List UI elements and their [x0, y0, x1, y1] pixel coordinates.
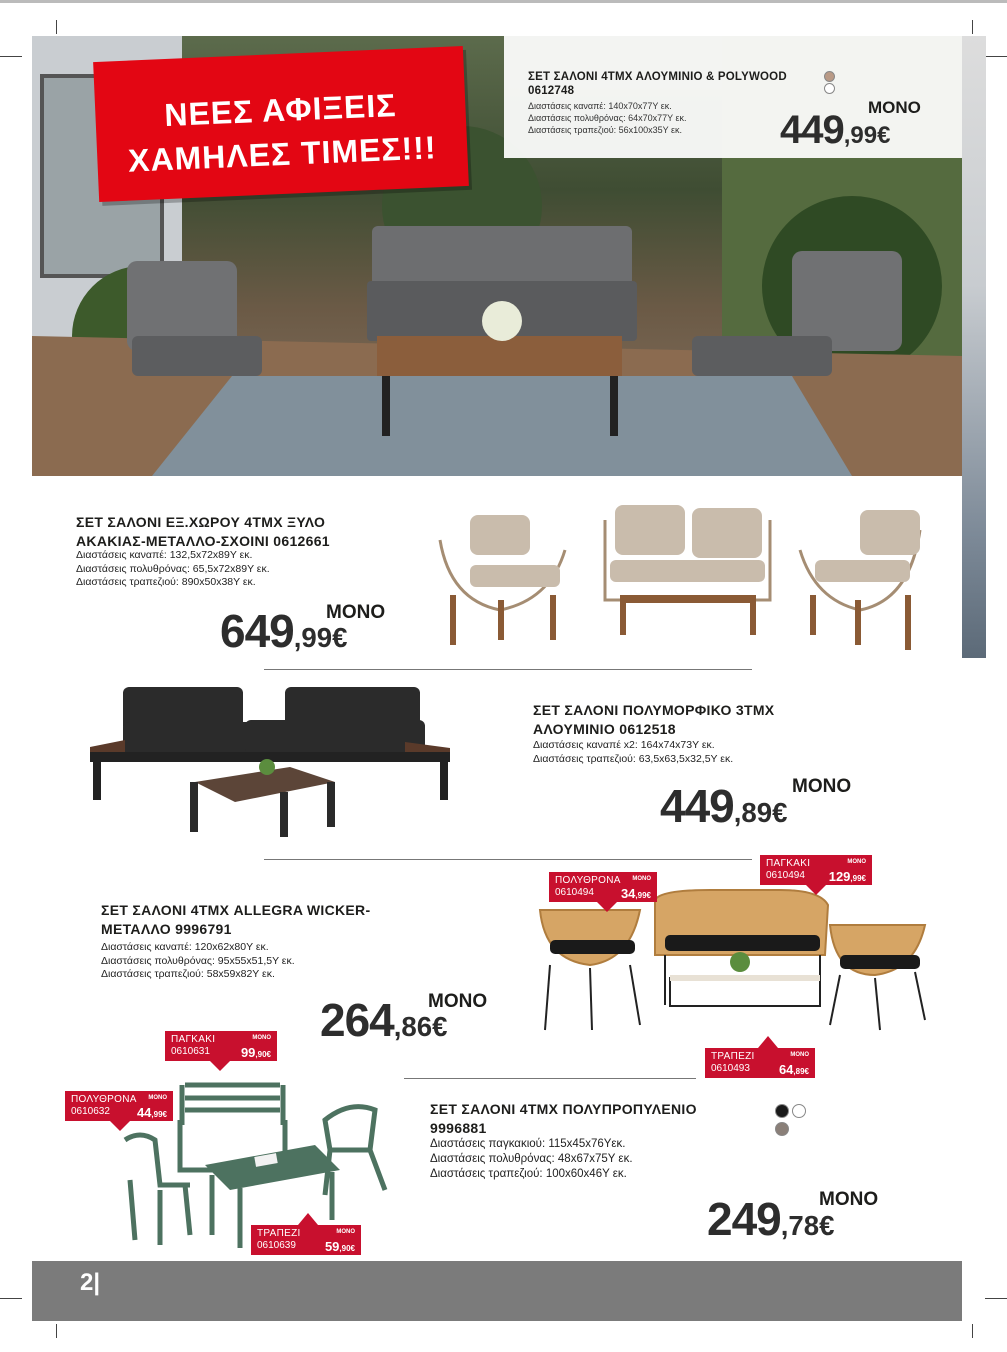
crop-mark	[56, 20, 57, 34]
tag-code: 0610631	[171, 1046, 210, 1057]
tag-pointer	[210, 1061, 230, 1071]
hero-title-line1: ΣΕΤ ΣΑΛΟΝΙ 4ΤΜΧ ΑΛΟΥΜΙΝΙΟ & POLYWOOD	[528, 71, 787, 83]
tag-name: ΠΟΛΥΘΡΟΝΑ	[555, 875, 621, 886]
dim-line: Διαστάσεις πολυθρόνας: 95x55x51,5Υ εκ.	[101, 954, 295, 967]
tag-code: 0610493	[711, 1063, 750, 1074]
product4-price	[707, 1192, 834, 1246]
tag-pointer	[298, 1213, 318, 1225]
product3-wicker-set-image	[530, 880, 960, 1040]
price-tag-armchair	[549, 872, 657, 902]
dim-line: Διαστάσεις τραπεζιού: 56x100x35Υ εκ.	[528, 125, 683, 135]
new-arrivals-banner	[93, 46, 469, 202]
price-tag-table	[705, 1048, 815, 1078]
color-swatch-white	[792, 1104, 806, 1118]
product3-title	[101, 901, 370, 939]
page-footer	[32, 1261, 962, 1321]
price-decimal: ,78€	[780, 1210, 835, 1241]
price-decimal: ,99€	[843, 122, 891, 149]
hero-product-title	[528, 70, 818, 98]
dim-line: Διαστάσεις καναπέ: 132,5x72x89Υ εκ.	[76, 549, 253, 561]
tag-price-integer: 59	[324, 1239, 340, 1254]
tag-name: ΠΑΓΚΑΚΙ	[766, 858, 811, 869]
dim-line: Διαστάσεις τραπεζιού: 63,5x63,5x32,5Υ εκ.	[533, 752, 734, 765]
tag-price	[829, 869, 866, 884]
tag-name: ΤΡΑΠΕΖΙ	[711, 1051, 755, 1062]
dim-line: Διαστάσεις καναπέ: 120x62x80Υ εκ.	[101, 941, 269, 953]
product1-price	[220, 604, 347, 658]
tag-code: 0610494	[555, 887, 594, 898]
price-tag-armchair	[65, 1091, 173, 1121]
dim-line: Διαστάσεις πολυθρόνας: 64x70x77Υ εκ.	[528, 113, 687, 123]
hero-photo	[32, 36, 962, 476]
divider-line	[404, 1078, 696, 1079]
tag-name: ΠΑΓΚΑΚΙ	[171, 1034, 216, 1045]
crop-mark	[972, 20, 973, 34]
title-line: ΣΕΤ ΣΑΛΟΝΙ ΕΞ.ΧΩΡΟΥ 4ΤΜΧ ΞΥΛΟ	[76, 514, 326, 530]
product1-mono-label: ΜΟΝΟ	[326, 602, 386, 623]
dim-line: Διαστάσεις καναπέ x2: 164x74x73Υ εκ.	[533, 739, 715, 751]
tag-price-integer: 64	[778, 1062, 794, 1077]
top-edge	[0, 0, 1007, 3]
tag-price	[779, 1062, 809, 1077]
price-integer: 449	[660, 780, 734, 832]
tag-price-integer: 99	[240, 1045, 256, 1060]
tag-price-integer: 129	[828, 869, 851, 884]
dim-line: Διαστάσεις πολυθρόνας: 65,5x72x89Υ εκ.	[76, 562, 270, 575]
product2-title	[533, 701, 774, 739]
tag-pointer	[110, 1121, 130, 1131]
product2-price	[660, 779, 787, 833]
price-integer: 649	[220, 605, 294, 657]
dim-line: Διαστάσεις τραπεζιού: 890x50x38Υ εκ.	[76, 576, 256, 588]
tag-pointer	[597, 902, 617, 912]
product3-mono-label: ΜΟΝΟ	[428, 991, 488, 1012]
tag-code: 0610639	[257, 1240, 296, 1251]
tag-price-decimal: ,99€	[151, 1110, 167, 1119]
banner-line-1: ΝΕΕΣ ΑΦΙΞΕΙΣ	[163, 86, 398, 134]
title-line: ΑΚΑΚΙΑΣ-ΜΕΤΑΛΛΟ-ΣΧΟΙΝΙ 0612661	[76, 533, 330, 549]
title-line: 9996881	[430, 1120, 487, 1136]
hero-product-info	[504, 36, 962, 158]
tag-pointer	[806, 885, 826, 895]
price-integer: 264	[320, 994, 394, 1046]
tag-mono: ΜΟΝΟ	[252, 1035, 271, 1041]
crop-mark	[0, 1298, 22, 1299]
side-photo-strip	[962, 36, 986, 658]
product1-title	[76, 513, 330, 551]
tag-price	[137, 1105, 167, 1120]
title-line: ΑΛΟΥΜΙΝΙΟ 0612518	[533, 721, 676, 737]
product4-title	[430, 1100, 697, 1138]
color-swatch-black	[775, 1104, 789, 1118]
tag-mono: ΜΟΝΟ	[632, 876, 651, 882]
price-decimal: ,99€	[293, 622, 348, 653]
tag-price-integer: 34	[620, 886, 636, 901]
tag-price-decimal: ,99€	[850, 874, 866, 883]
tag-mono: ΜΟΝΟ	[790, 1052, 809, 1058]
tag-price-decimal: ,90€	[339, 1244, 355, 1253]
tag-price-decimal: ,90€	[255, 1050, 271, 1059]
color-swatch-brown	[824, 71, 835, 82]
tag-pointer	[758, 1036, 778, 1048]
price-tag-table	[251, 1225, 361, 1255]
tag-price	[325, 1239, 355, 1254]
tag-price-decimal: ,89€	[793, 1067, 809, 1076]
crop-mark	[972, 1324, 973, 1338]
tag-name: ΠΟΛΥΘΡΟΝΑ	[71, 1094, 137, 1105]
title-line: ΣΕΤ ΣΑΛΟΝΙ 4ΤΜΧ ΠΟΛΥΠΡΟΠΥΛΕΝΙΟ	[430, 1101, 697, 1117]
product2-dimensions	[533, 739, 733, 766]
hero-title-line2: 0612748	[528, 85, 575, 97]
dim-line: Διαστάσεις καναπέ: 140x70x77Υ εκ.	[528, 101, 672, 111]
product1-dimensions	[76, 549, 270, 590]
crop-mark	[56, 1324, 57, 1338]
product4-mono-label: ΜΟΝΟ	[819, 1189, 879, 1210]
color-swatch-white	[824, 83, 835, 94]
title-line: ΣΕΤ ΣΑΛΟΝΙ 4ΤΜΧ ALLEGRA WICKER-	[101, 902, 371, 918]
product2-modular-set-image	[85, 682, 460, 842]
product2-mono-label: ΜΟΝΟ	[792, 776, 852, 797]
dim-line: Διαστάσεις τραπεζιού: 58x59x82Υ εκ.	[101, 968, 275, 980]
tag-price	[241, 1045, 271, 1060]
tag-price	[621, 886, 651, 901]
title-line: ΜΕΤΑΛΛΟ 9996791	[101, 921, 232, 937]
tag-mono: ΜΟΝΟ	[336, 1229, 355, 1235]
product3-dimensions	[101, 941, 295, 982]
hero-dimensions	[528, 100, 686, 136]
tag-mono: ΜΟΝΟ	[148, 1095, 167, 1101]
divider-line	[264, 859, 752, 860]
title-line: ΣΕΤ ΣΑΛΟΝΙ ΠΟΛΥΜΟΡΦΙΚΟ 3ΤΜΧ	[533, 702, 775, 718]
dim-line: Διαστάσεις τραπεζιού: 100x60x46Υ εκ.	[430, 1168, 627, 1180]
divider-line	[264, 669, 752, 670]
mono-label: ΜΟΝΟ	[868, 98, 921, 117]
dim-line: Διαστάσεις πολυθρόνας: 48x67x75Υ εκ.	[430, 1153, 633, 1165]
tag-code: 0610494	[766, 870, 805, 881]
dim-line: Διαστάσεις παγκακιού: 115x45x76Υεκ.	[430, 1138, 626, 1150]
hero-price	[780, 108, 890, 153]
tag-price-decimal: ,99€	[635, 891, 651, 900]
price-integer: 249	[707, 1193, 781, 1245]
crop-mark	[0, 56, 22, 57]
price-tag-bench	[165, 1031, 277, 1061]
product3-price	[320, 993, 447, 1047]
crop-mark	[985, 1298, 1007, 1299]
tag-mono: ΜΟΝΟ	[847, 859, 866, 865]
price-integer: 449	[780, 108, 844, 152]
tag-price-integer: 44	[136, 1105, 152, 1120]
banner-line-2: ΧΑΜΗΛΕΣ ΤΙΜΕΣ!!!	[127, 129, 438, 179]
price-decimal: ,86€	[393, 1011, 448, 1042]
price-tag-bench	[760, 855, 872, 885]
price-decimal: ,89€	[733, 797, 788, 828]
product4-dimensions	[430, 1137, 633, 1182]
tag-name: ΤΡΑΠΕΖΙ	[257, 1228, 301, 1239]
crop-mark	[985, 56, 1007, 57]
tag-code: 0610632	[71, 1106, 110, 1117]
color-swatch-taupe	[775, 1122, 789, 1136]
page-number: 2|	[80, 1269, 101, 1296]
product1-rope-set-image	[430, 500, 930, 665]
